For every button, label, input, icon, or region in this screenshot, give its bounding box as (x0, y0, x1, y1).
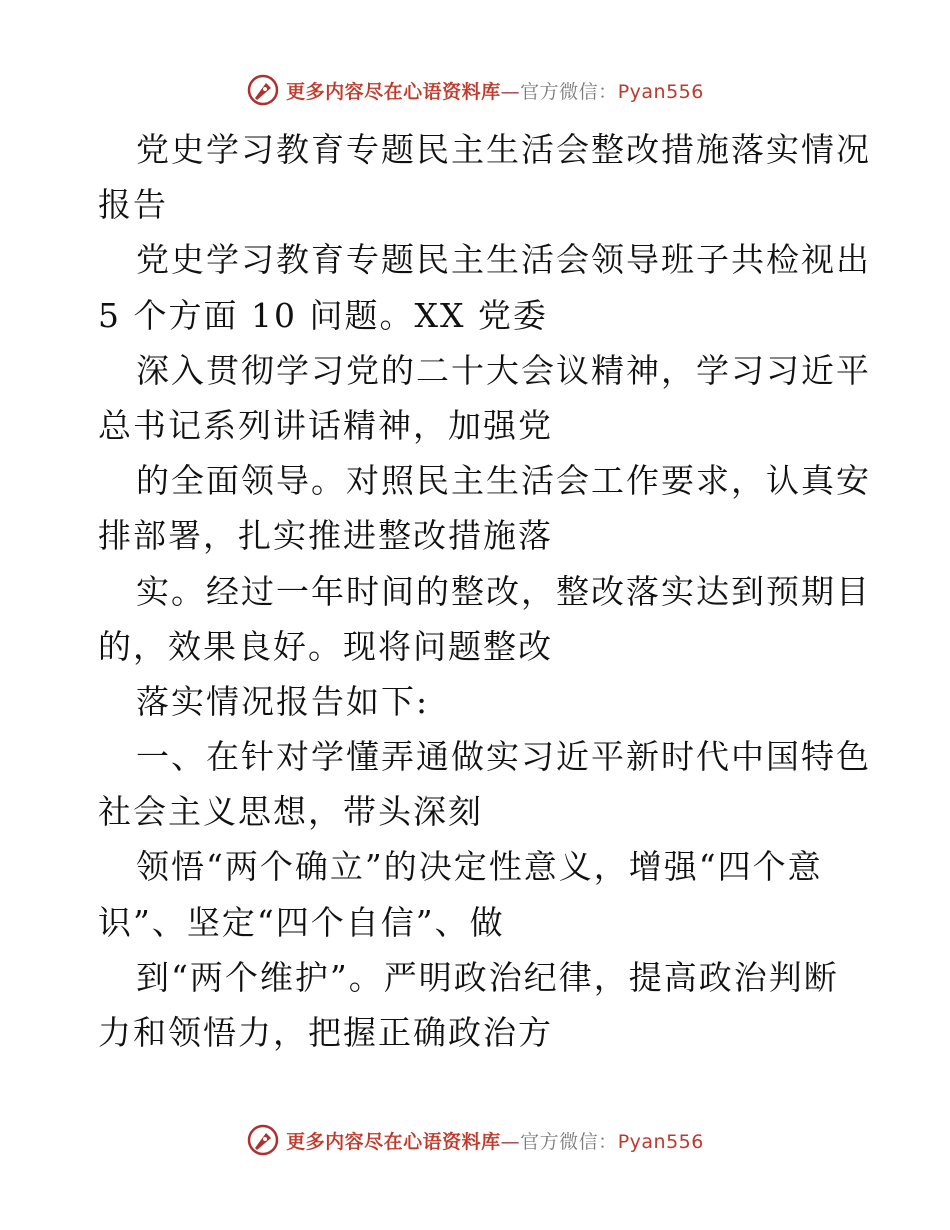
banner-wechat-label: 官方微信： (520, 80, 618, 103)
paragraph-line: 深入贯彻学习党的二十大会议精神，学习习近平 (136, 350, 871, 390)
banner-text (286, 1127, 704, 1154)
paragraph-line: 实。经过一年时间的整改，整改落实达到预期目 (136, 571, 871, 611)
paragraph-line: 识”、坚定“四个自信”、做 (98, 902, 505, 942)
banner-wechat-account: Pyan556 (617, 1130, 704, 1153)
paragraph-line: 到“两个维护”。严明政治纪律，提高政治判断 (136, 957, 839, 997)
paragraph-line: 的全面领导。对照民主生活会工作要求，认真安 (136, 461, 871, 501)
banner-separator: — (500, 1130, 521, 1153)
banner-text (286, 77, 704, 104)
paragraph-line: 落实情况报告如下: (136, 681, 430, 721)
footer-banner (0, 1120, 950, 1160)
banner-brand-text: 更多内容尽在心语资料库 (286, 80, 501, 103)
banner-wechat-label: 官方微信： (520, 1130, 618, 1153)
header-banner (0, 70, 950, 110)
banner-separator: — (500, 80, 521, 103)
document-title-line-2: 报告 (98, 185, 168, 225)
paragraph-line: 社会主义思想，带头深刻 (98, 792, 483, 832)
paragraph-line: 总书记系列讲话精神，加强党 (98, 405, 553, 445)
paragraph-line: 的，效果良好。现将问题整改 (98, 626, 553, 666)
pen-nib-logo-icon (246, 1123, 280, 1157)
document-body (98, 122, 871, 1060)
paragraph-line: 5 个方面 10 问题。XX 党委 (98, 295, 548, 335)
paragraph-line: 排部署，扎实推进整改措施落 (98, 516, 553, 556)
pen-nib-logo-icon (246, 73, 280, 107)
paragraph-line: 一、在针对学懂弄通做实习近平新时代中国特色 (136, 737, 871, 777)
paragraph-line: 党史学习教育专题民主生活会领导班子共检视出 (136, 240, 871, 280)
banner-brand-text: 更多内容尽在心语资料库 (286, 1130, 501, 1153)
paragraph-line: 领悟“两个确立”的决定性意义，增强“四个意 (136, 847, 823, 887)
banner-wechat-account: Pyan556 (617, 80, 704, 103)
document-title-line-1: 党史学习教育专题民主生活会整改措施落实情况 (136, 130, 871, 169)
paragraph-line: 力和领悟力，把握正确政治方 (98, 1013, 553, 1052)
